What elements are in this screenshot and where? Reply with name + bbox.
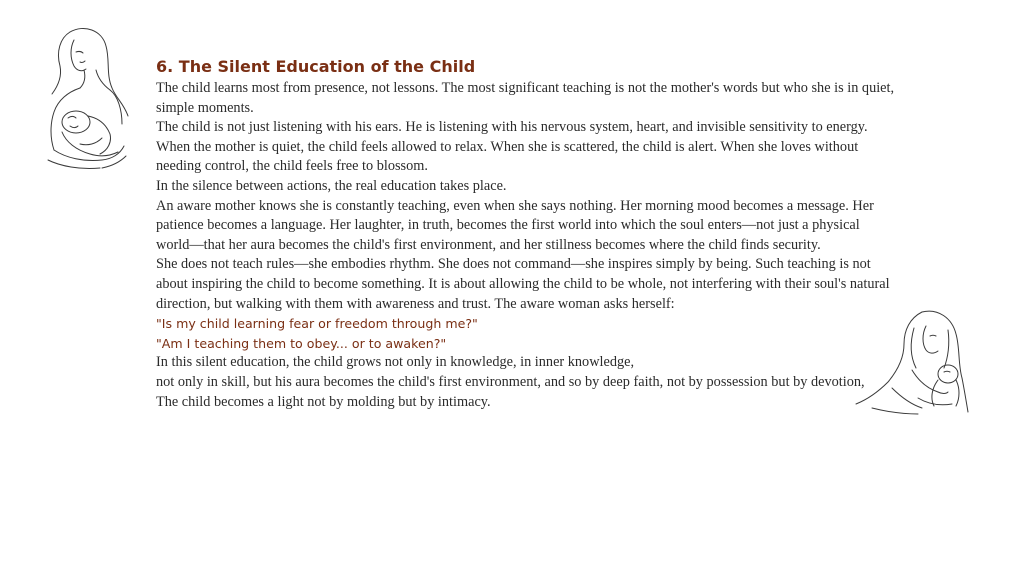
paragraph-1: The child learns most from presence, not lessons. The most significant teaching is not the mother's words but who she is in quiet, simple moments.	[156, 80, 895, 116]
quote-2: "Am I teaching them to obey... or to awaken?"	[156, 335, 447, 351]
article-content	[156, 57, 896, 412]
closing-line-1: In this silent education, the child grows not only in knowledge, in inner knowledge,	[156, 354, 635, 371]
paragraph-2: The child is not just listening with his ears. He is listening with his nervous system, heart, and invisible sensitivity to energy.	[156, 119, 868, 136]
closing-line-3: The child becomes a light not by molding but by intimacy.	[156, 393, 491, 410]
quote-1: "Is my child learning fear or freedom through me?"	[156, 316, 478, 332]
paragraph-5: An aware mother knows she is constantly teaching, even when she says nothing. Her morning mood becomes a message. Her patience becomes a language. Her laughter, in truth, becomes the first world into which the soul enters—not just a physical world—that her aura becomes the child's first environment, and her stillness becomes where the child finds security.	[156, 197, 874, 253]
closing-line-2: not only in skill, but his aura becomes the child's first environment, and so by deep faith, not by possession but by devotion,	[156, 373, 865, 390]
mother-nursing-illustration	[40, 26, 132, 172]
paragraph-3: When the mother is quiet, the child feels allowed to relax. When she is scattered, the child is alert. When she loves without needing control, the child feels free to blossom.	[156, 138, 859, 175]
paragraph-4: In the silence between actions, the real education takes place.	[156, 177, 507, 194]
paragraph-6: She does not teach rules—she embodies rhythm. She does not command—she inspires simply by being. Such teaching is not about inspiring the child to become something. It is about allowing the child to be whole, not interfering with their soul's natural direction, but walking with them with awareness and trust. The aware woman asks herself:	[156, 256, 890, 312]
section-title: 6. The Silent Education of the Child	[156, 57, 476, 76]
